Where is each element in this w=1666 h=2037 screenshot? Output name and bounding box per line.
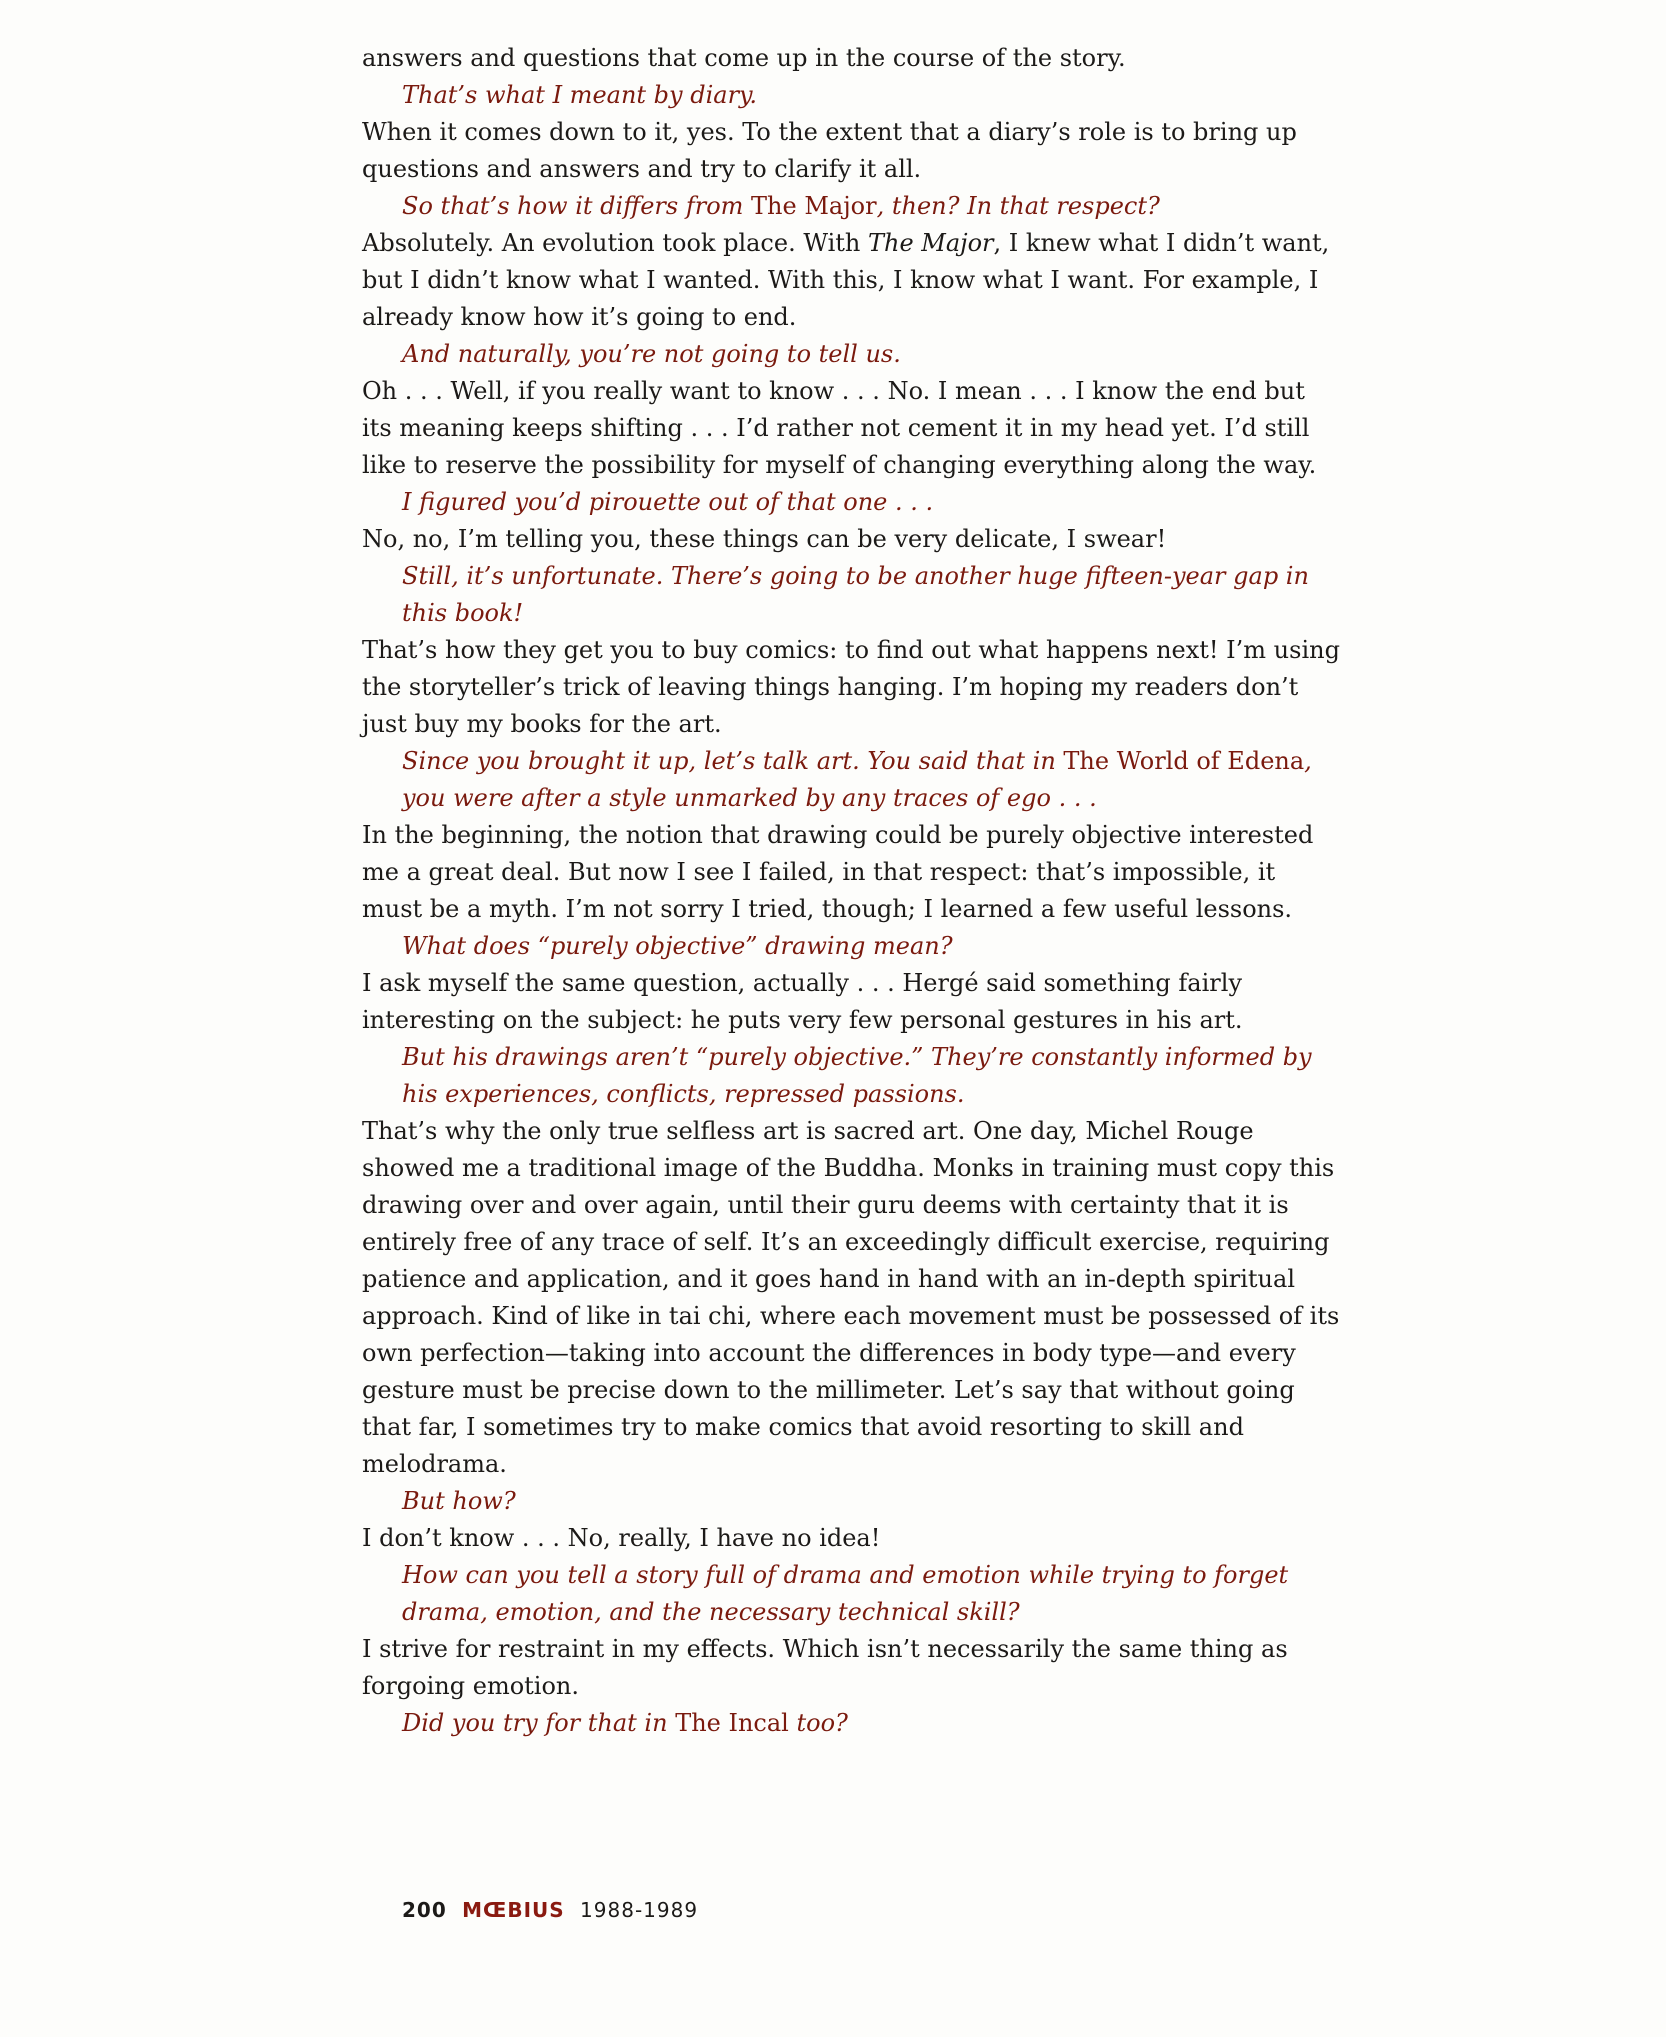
- interview-text: [362, 40, 1340, 1742]
- interviewee-answer: [362, 521, 1340, 558]
- interviewer-question: [362, 1483, 1322, 1520]
- text-segment: When it comes down to it, yes. To the extent that a diary’s role is to bring up questions and answers and try to clarify it all.: [362, 118, 1297, 183]
- interviewer-question: [362, 558, 1322, 632]
- text-segment: , then? In that respect?: [876, 192, 1160, 220]
- text-segment: , I knew what I didn’t want, but I didn’t know what I wanted. With this, I know what I want. For example, I already know how it’s going to end.: [362, 229, 1330, 331]
- interviewer-question: [362, 484, 1322, 521]
- text-segment: Oh . . . Well, if you really want to know . . . No. I mean . . . I know the end but its meaning keeps shifting . . . I’d rather not cement it in my head yet. I’d still like to reserve the possibility for myself of changing everything along the way.: [362, 377, 1317, 479]
- text-segment: I don’t know . . . No, really, I have no idea!: [362, 1524, 881, 1552]
- text-segment: But his drawings aren’t “purely objective.” They’re constantly informed by his experiences, conflicts, repressed passions.: [402, 1043, 1312, 1108]
- text-segment: answers and questions that come up in the course of the story.: [362, 44, 1126, 72]
- interviewer-question: [362, 1557, 1322, 1631]
- text-segment: But how?: [402, 1487, 516, 1515]
- text-segment: I strive for restraint in my effects. Which isn’t necessarily the same thing as forgoing emotion.: [362, 1635, 1288, 1700]
- interviewer-question: [362, 336, 1322, 373]
- text-segment: I ask myself the same question, actually . . . Hergé said something fairly interesting on the subject: he puts very few personal gestures in his art.: [362, 969, 1243, 1034]
- running-years: 1988-1989: [580, 1898, 699, 1922]
- text-segment: How can you tell a story full of drama and emotion while trying to forget drama, emotion, and the necessary technical skill?: [402, 1561, 1289, 1626]
- interviewee-answer: [362, 965, 1340, 1039]
- interviewee-answer: [362, 1520, 1340, 1557]
- text-segment: Since you brought it up, let’s talk art. You said that in: [402, 747, 1064, 775]
- interviewee-answer: [362, 1631, 1340, 1705]
- text-segment: And naturally, you’re not going to tell us.: [402, 340, 901, 368]
- title-reference: The Incal: [675, 1709, 789, 1737]
- text-segment: What does “purely objective” drawing mean?: [402, 932, 953, 960]
- running-title: MŒBIUS: [462, 1898, 565, 1922]
- text-segment: too?: [788, 1709, 848, 1737]
- title-reference: The Major: [751, 192, 877, 220]
- text-segment: So that’s how it differs from: [402, 192, 752, 220]
- interviewer-question: [362, 1705, 1322, 1742]
- text-segment: That’s what I meant by diary.: [402, 81, 758, 109]
- interviewer-question: [362, 188, 1322, 225]
- text-segment: That’s how they get you to buy comics: to find out what happens next! I’m using the storyteller’s trick of leaving things hanging. I’m hoping my readers don’t just buy my books for the art.: [362, 636, 1340, 738]
- title-reference: The Major: [867, 229, 994, 257]
- page-number: 200: [402, 1898, 447, 1922]
- text-segment: Still, it’s unfortunate. There’s going to be another huge fifteen-year gap in this book!: [402, 562, 1309, 627]
- interviewer-question: [362, 1039, 1322, 1113]
- page-footer: [402, 1898, 698, 1922]
- title-reference: The World of Edena: [1063, 747, 1305, 775]
- interviewer-question: [362, 743, 1322, 817]
- interviewer-question: [362, 77, 1322, 114]
- text-segment: , you were after a style unmarked by any traces of ego . . .: [402, 747, 1312, 812]
- interviewee-answer: [362, 373, 1340, 484]
- interviewee-answer: [362, 632, 1340, 743]
- interviewee-answer: [362, 114, 1340, 188]
- text-segment: In the beginning, the notion that drawing could be purely objective interested me a great deal. But now I see I failed, in that respect: that’s impossible, it must be a myth. I’m not sorry I tried, though; I learned a few useful lessons.: [362, 821, 1314, 923]
- text-segment: Absolutely. An evolution took place. With: [362, 229, 868, 257]
- text-segment: Did you try for that in: [402, 1709, 676, 1737]
- text-segment: That’s why the only true selfless art is sacred art. One day, Michel Rouge showed me a traditional image of the Buddha. Monks in training must copy this drawing over and over again, until their guru deems with certainty that it is entirely free of any trace of self. It’s an exceedingly difficult exercise, requiring patience and application, and it goes hand in hand with an in-depth spiritual approach. Kind of like in tai chi, where each movement must be possessed of its own perfection—taking into account the differences in body type—and every gesture must be precise down to the millimeter. Let’s say that without going that far, I sometimes try to make comics that avoid resorting to skill and melodrama.: [362, 1117, 1340, 1478]
- interviewee-answer: [362, 225, 1340, 336]
- interviewee-answer: [362, 40, 1340, 77]
- interviewee-answer: [362, 1113, 1340, 1483]
- interviewee-answer: [362, 817, 1340, 928]
- interviewer-question: [362, 928, 1322, 965]
- text-segment: No, no, I’m telling you, these things can be very delicate, I swear!: [362, 525, 1167, 553]
- text-segment: I figured you’d pirouette out of that one . . .: [402, 488, 934, 516]
